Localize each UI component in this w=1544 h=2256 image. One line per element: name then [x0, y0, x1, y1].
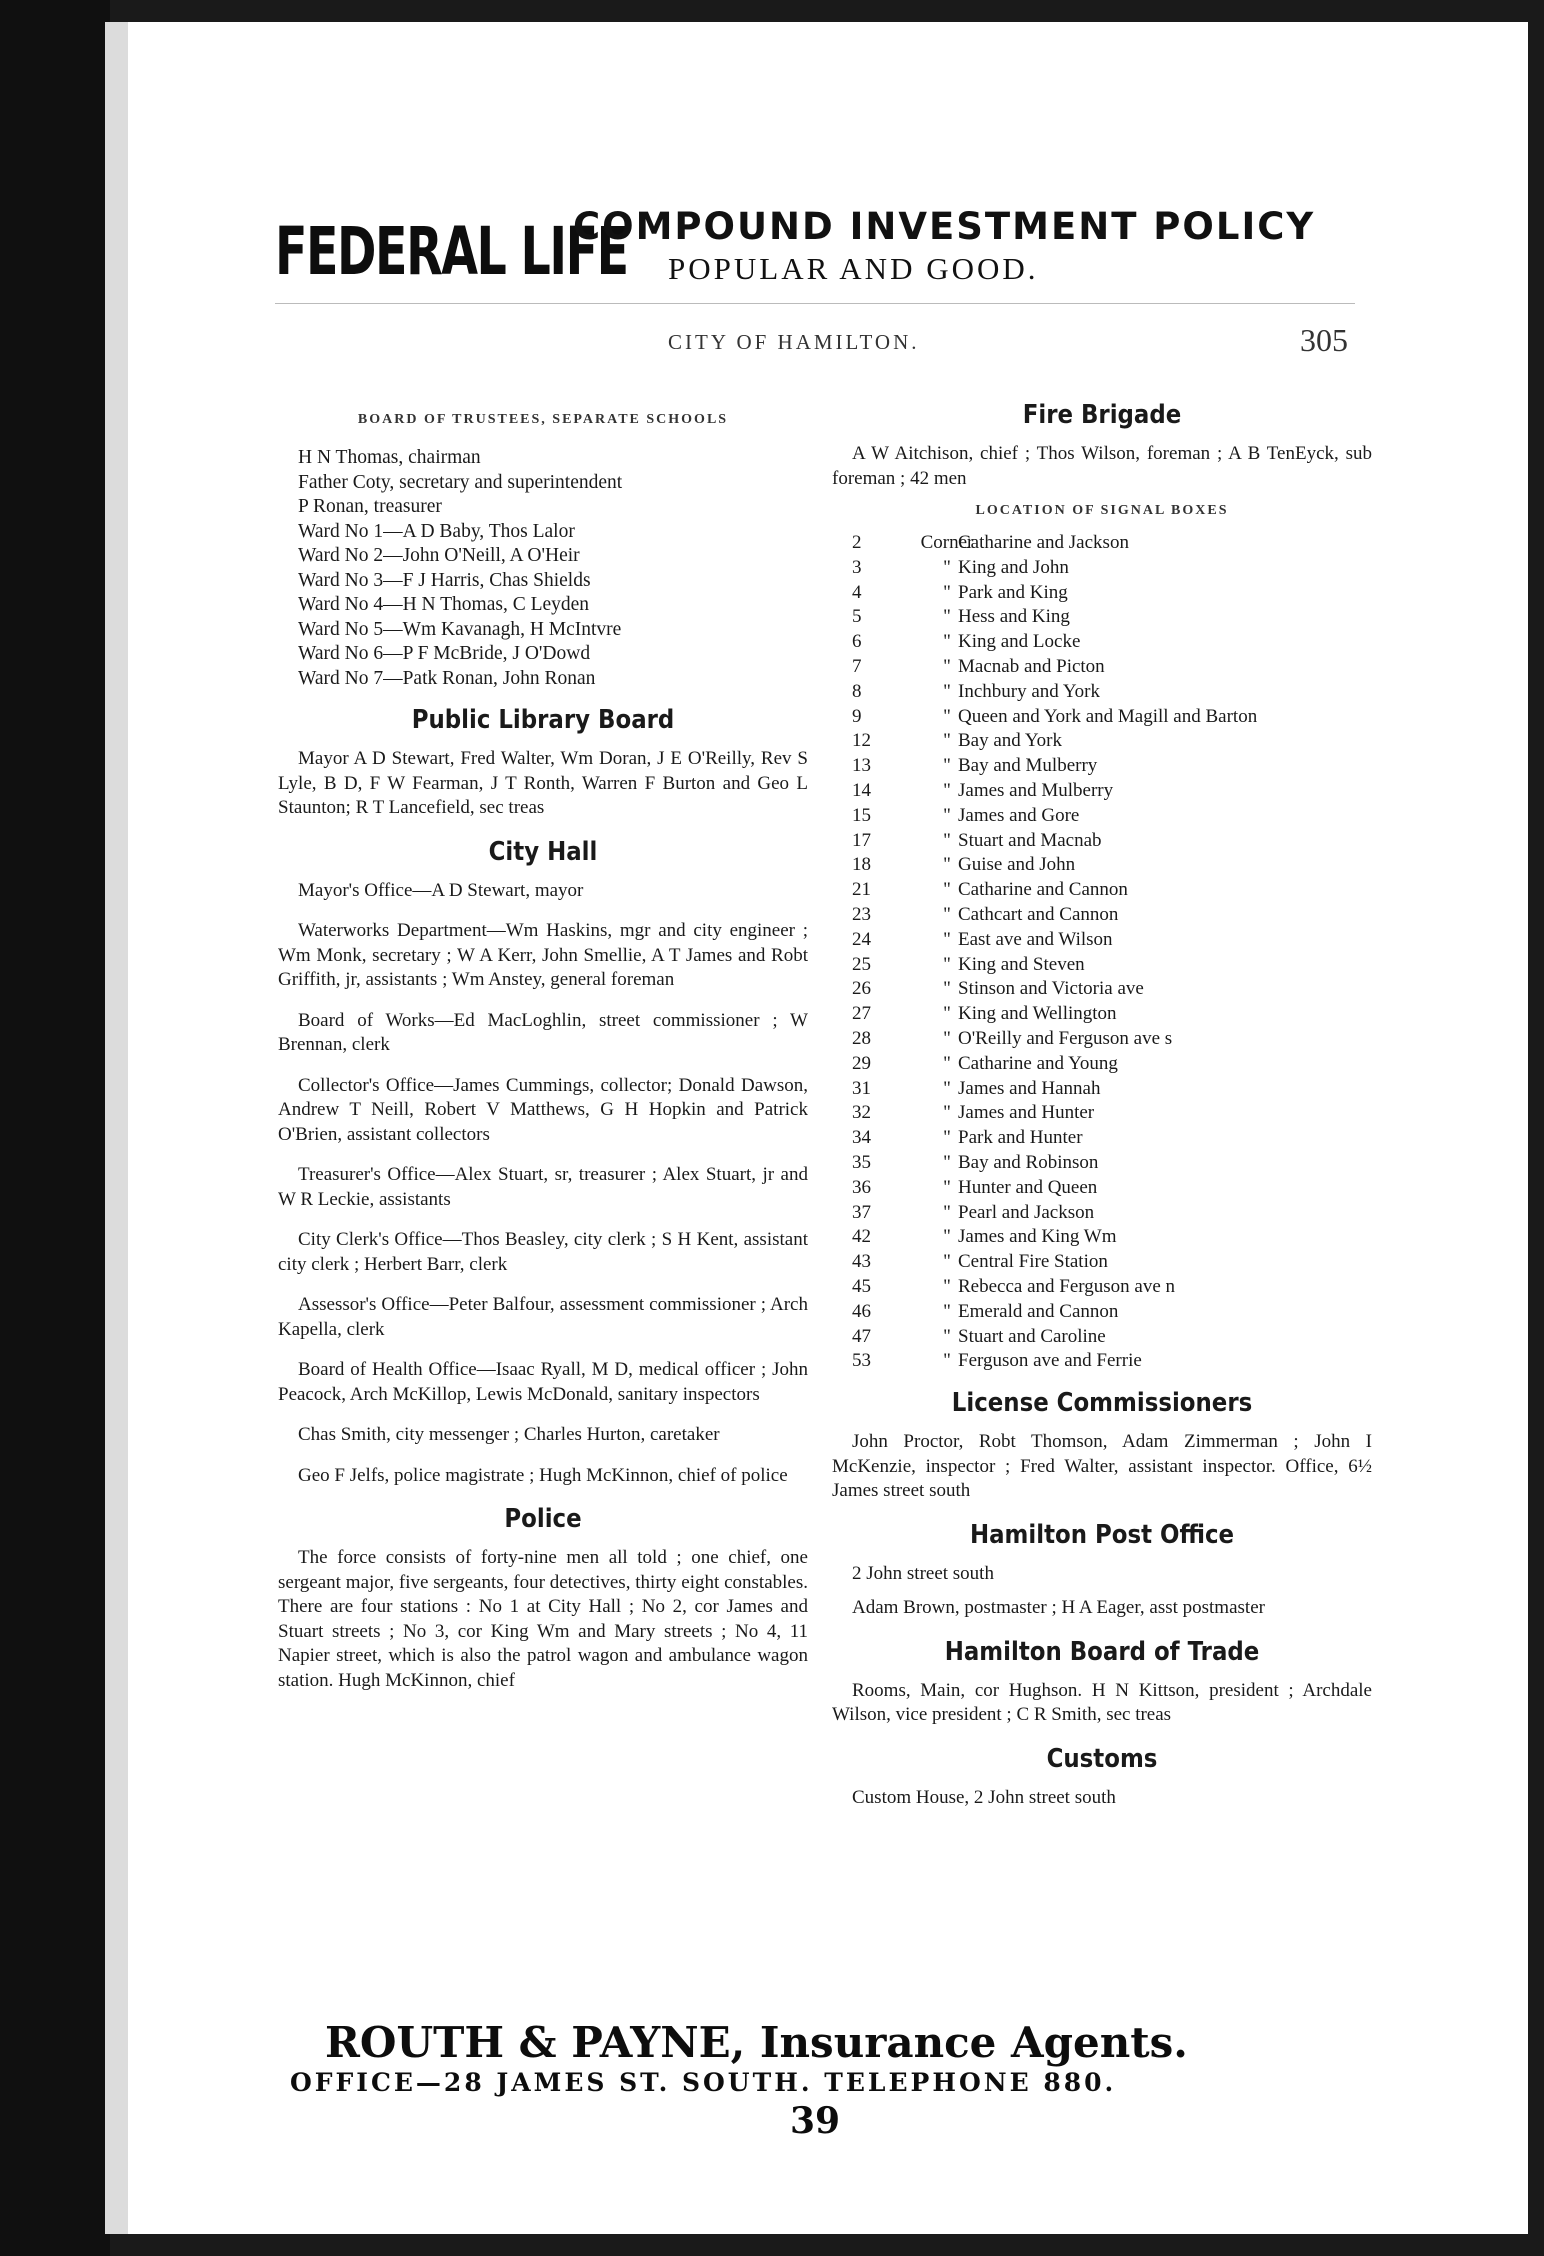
signal-box-row	[832, 1225, 1372, 1250]
signal-box-location: Catharine and Young	[958, 1052, 1118, 1074]
signal-box-number: 28	[852, 1027, 871, 1049]
signal-box-location: Guise and John	[958, 854, 1076, 876]
signal-box-row	[832, 754, 1372, 779]
library-paragraph: Mayor A D Stewart, Fred Walter, Wm Doran, J E O'Reilly, Rev S Lyle, B D, F W Fearman, J T Ronth, Warren F Burton and Geo L Staunton; R T Lancefield, sec treas	[278, 748, 808, 818]
signal-box-location: Park and Hunter	[958, 1127, 1083, 1149]
signal-box-location: Bay and Robinson	[958, 1151, 1099, 1173]
signal-box-row	[832, 1126, 1372, 1151]
trade-paragraph: Rooms, Main, cor Hughson. H N Kittson, president ; Archdale Wilson, vice president ; C R Smith, sec treas	[832, 1679, 1372, 1726]
signal-box-ditto: "	[943, 606, 951, 628]
signal-box-ditto: "	[943, 1003, 951, 1025]
signal-box-number: 14	[852, 779, 871, 801]
cityhall-entry: Board of Health Office—Isaac Ryall, M D, medical officer ; John Peacock, Arch McKillop, Lewis McDonald, sanitary inspectors	[278, 1359, 808, 1405]
header-rule	[275, 303, 1355, 304]
right-column	[832, 400, 1372, 1826]
trustee-line: Ward No 2—John O'Neill, A O'Heir	[298, 545, 580, 566]
signal-box-number: 37	[852, 1201, 871, 1223]
ad-tagline: POPULAR AND GOOD.	[668, 251, 1039, 286]
cityhall-entry: Collector's Office—James Cummings, collector; Donald Dawson, Andrew T Neill, Robert V Matthews, G H Hopkin and Patrick O'Brien, assistant collectors	[278, 1074, 808, 1145]
signal-box-number: 47	[852, 1325, 871, 1347]
signal-box-ditto: "	[943, 1127, 951, 1149]
post-address: 2 John street south	[852, 1562, 994, 1584]
signal-box-row	[832, 953, 1372, 978]
signal-box-number: 4	[852, 581, 862, 603]
signal-box-row	[832, 804, 1372, 829]
police-paragraph: The force consists of forty-nine men all told ; one chief, one sergeant major, five sergeants, four detectives, thirty eight constables. There are four stations : No 1 at City Hall ; No 2, cor James and Stuart streets ; No 3, cor King Wm and Mary streets ; No 4, 11 Napier street, which is also the patrol wagon and ambulance wagon station. Hugh McKinnon, chief	[278, 1547, 808, 1691]
trustee-line: Ward No 6—P F McBride, J O'Dowd	[298, 643, 591, 664]
trustee-line: Ward No 7—Patk Ronan, John Ronan	[298, 667, 596, 689]
cityhall-entry: Mayor's Office—A D Stewart, mayor	[298, 879, 584, 901]
signal-box-location: Inchbury and York	[958, 680, 1100, 702]
cityhall-entry: City Clerk's Office—Thos Beasley, city clerk ; S H Kent, assistant city clerk ; Herbert Barr, clerk	[278, 1229, 808, 1275]
signal-box-location: Pearl and Jackson	[958, 1201, 1095, 1223]
ad-headline: COMPOUND INVESTMENT POLICY	[573, 205, 1316, 248]
signal-box-number: 12	[852, 730, 871, 752]
signal-box-ditto: "	[943, 1176, 951, 1198]
police-heading: Police	[504, 1504, 582, 1534]
signal-box-row	[832, 1101, 1372, 1126]
signal-box-number: 34	[852, 1127, 871, 1149]
signal-box-number: 15	[852, 804, 871, 826]
signal-box-ditto: "	[943, 779, 951, 801]
page-number: 305	[1300, 322, 1348, 358]
signal-box-number: 24	[852, 928, 871, 950]
signal-box-ditto: "	[943, 556, 951, 578]
signal-box-ditto: "	[943, 631, 951, 653]
signal-box-ditto: "	[943, 655, 951, 677]
signal-box-row	[832, 829, 1372, 854]
signal-box-number: 3	[852, 556, 862, 578]
signal-box-number: 7	[852, 655, 862, 677]
cityhall-entry: Chas Smith, city messenger ; Charles Hurton, caretaker	[298, 1424, 720, 1445]
signal-box-row	[832, 928, 1372, 953]
signal-box-row	[832, 1151, 1372, 1176]
customs-paragraph: Custom House, 2 John street south	[852, 1786, 1116, 1808]
trustee-line: Ward No 4—H N Thomas, C Leyden	[298, 594, 590, 615]
signal-box-location: Hess and King	[958, 606, 1070, 628]
cityhall-list	[278, 879, 808, 1489]
signal-box-row	[832, 1201, 1372, 1226]
signal-box-ditto: "	[943, 854, 951, 876]
signal-box-number: 29	[852, 1052, 871, 1074]
signal-box-location: Stuart and Macnab	[958, 829, 1102, 851]
signal-box-ditto: "	[943, 680, 951, 702]
post-heading: Hamilton Post Office	[969, 1519, 1235, 1550]
signal-box-number: 8	[852, 680, 862, 702]
signal-box-ditto: "	[943, 978, 951, 1000]
signal-box-location: King and Steven	[958, 953, 1085, 975]
signal-box-row	[832, 705, 1372, 730]
signal-box-location: Macnab and Picton	[958, 655, 1105, 677]
trustee-line: P Ronan, treasurer	[298, 496, 442, 517]
signal-box-location: Park and King	[958, 581, 1068, 603]
signal-box-row	[832, 1027, 1372, 1052]
signal-box-row	[832, 531, 1372, 556]
signal-box-ditto: "	[943, 1300, 951, 1322]
signal-box-row	[832, 853, 1372, 878]
signal-box-location: Cathcart and Cannon	[958, 903, 1119, 925]
trustee-line: Ward No 3—F J Harris, Chas Shields	[298, 569, 591, 591]
signal-box-row	[832, 1250, 1372, 1275]
signal-box-row	[832, 605, 1372, 630]
cityhall-entry: Geo F Jelfs, police magistrate ; Hugh McKinnon, chief of police	[298, 1464, 788, 1486]
running-title: CITY OF HAMILTON.	[668, 330, 920, 354]
scan-gutter	[0, 0, 110, 2256]
signal-box-location: Bay and York	[958, 730, 1062, 752]
signal-box-location: Ferguson ave and Ferrie	[958, 1350, 1142, 1372]
signal-box-location: Catharine and Cannon	[958, 879, 1128, 901]
cityhall-entry: Assessor's Office—Peter Balfour, assessment commissioner ; Arch Kapella, clerk	[278, 1294, 808, 1340]
signal-box-ditto: "	[943, 804, 951, 826]
trade-heading: Hamilton Board of Trade	[944, 1636, 1260, 1667]
cityhall-heading: City Hall	[488, 836, 598, 867]
signal-box-row	[832, 779, 1372, 804]
signal-box-number: 6	[852, 631, 862, 653]
signal-box-ditto: "	[943, 879, 951, 901]
signal-box-ditto: "	[943, 1052, 951, 1074]
cityhall-entry: Board of Works—Ed MacLoghlin, street commissioner ; W Brennan, clerk	[278, 1009, 808, 1055]
signal-box-ditto: "	[943, 829, 951, 851]
signal-box-row	[832, 556, 1372, 581]
signal-box-number: 46	[852, 1300, 871, 1322]
signal-box-location: Hunter and Queen	[958, 1176, 1098, 1198]
signal-box-ditto: "	[943, 1201, 951, 1223]
signal-box-ditto: "	[943, 1027, 951, 1049]
header-advertisement	[275, 205, 1355, 295]
signal-box-number: 45	[852, 1275, 871, 1297]
signal-box-row	[832, 1052, 1372, 1077]
signal-box-number: 5	[852, 606, 862, 628]
signal-box-number: 9	[852, 705, 862, 727]
signal-box-number: 25	[852, 953, 871, 975]
footer-ad-title: ROUTH & PAYNE, Insurance Agents.	[325, 2018, 1188, 2067]
signal-box-location: Stinson and Victoria ave	[958, 978, 1144, 1000]
trustee-line: Ward No 5—Wm Kavanagh, H McIntvre	[298, 618, 622, 640]
license-paragraph: John Proctor, Robt Thomson, Adam Zimmerman ; John I McKenzie, inspector ; Fred Walter, assistant inspector. Office, 6½ James street south	[832, 1431, 1372, 1502]
signal-box-ditto: "	[943, 730, 951, 752]
signal-box-ditto: "	[943, 903, 951, 925]
trustees-heading: BOARD OF TRUSTEES, SEPARATE SCHOOLS	[357, 412, 729, 427]
signal-box-location: Central Fire Station	[958, 1251, 1108, 1273]
brand-logo-text: FEDERAL LIFE	[275, 213, 628, 290]
signal-box-row	[832, 878, 1372, 903]
signal-box-location: Stuart and Caroline	[958, 1325, 1106, 1347]
signal-box-number: 27	[852, 1003, 871, 1025]
signal-box-row	[832, 1349, 1372, 1374]
signal-box-number: 53	[852, 1350, 871, 1372]
footer-ad-address: OFFICE—28 JAMES ST. SOUTH. TELEPHONE 880.	[290, 2068, 1117, 2097]
trustees-list	[278, 446, 808, 691]
signal-box-row	[832, 1300, 1372, 1325]
signal-box-number: 42	[852, 1226, 871, 1248]
signal-box-number: 17	[852, 829, 871, 851]
signal-box-ditto: "	[943, 705, 951, 727]
signal-box-location: King and John	[958, 556, 1069, 578]
signal-box-list	[832, 531, 1372, 1374]
post-paragraph: Adam Brown, postmaster ; H A Eager, asst postmaster	[852, 1597, 1265, 1619]
signal-box-ditto: "	[943, 953, 951, 975]
signal-box-ditto: "	[943, 1325, 951, 1347]
trustee-line: H N Thomas, chairman	[298, 447, 481, 468]
signal-box-number: 31	[852, 1077, 871, 1099]
fire-paragraph: A W Aitchison, chief ; Thos Wilson, foreman ; A B TenEyck, sub foreman ; 42 men	[832, 443, 1372, 489]
signal-box-location: James and King Wm	[958, 1226, 1117, 1248]
signal-box-row	[832, 680, 1372, 705]
cityhall-entry: Waterworks Department—Wm Haskins, mgr and city engineer ; Wm Monk, secretary ; W A Kerr, John Smellie, A T James and Robt Griffith, jr, assistants ; Wm Anstey, general foreman	[278, 920, 808, 990]
trustee-line: Father Coty, secretary and superintendent	[298, 471, 623, 493]
signal-box-row	[832, 1002, 1372, 1027]
signal-box-location: Emerald and Cannon	[958, 1300, 1119, 1322]
signal-box-ditto: "	[943, 1077, 951, 1099]
signal-box-location: Queen and York and Magill and Barton	[958, 705, 1258, 727]
signal-box-ditto: "	[943, 928, 951, 950]
signal-box-location: James and Mulberry	[958, 779, 1114, 801]
signal-box-ditto: "	[943, 1275, 951, 1297]
signal-box-location: King and Wellington	[958, 1003, 1117, 1025]
signal-box-row	[832, 977, 1372, 1002]
library-heading: Public Library Board	[411, 705, 675, 735]
signal-box-row	[832, 581, 1372, 606]
signal-box-ditto: "	[943, 1102, 951, 1124]
signal-box-location: King and Locke	[958, 631, 1081, 653]
signal-box-row	[832, 729, 1372, 754]
signal-box-row	[832, 903, 1372, 928]
signal-box-location: James and Hannah	[958, 1077, 1101, 1099]
signal-box-row	[832, 1176, 1372, 1201]
signal-box-number: 23	[852, 903, 871, 925]
signal-box-number: 26	[852, 978, 871, 1000]
signal-box-location: O'Reilly and Ferguson ave s	[958, 1027, 1173, 1049]
fire-heading: Fire Brigade	[1022, 400, 1182, 430]
signal-box-number: 18	[852, 854, 871, 876]
cityhall-entry: Treasurer's Office—Alex Stuart, sr, treasurer ; Alex Stuart, jr and W R Leckie, assistants	[278, 1164, 808, 1210]
signal-box-number: 13	[852, 755, 871, 777]
signal-box-ditto: "	[943, 755, 951, 777]
signal-box-row	[832, 1077, 1372, 1102]
signal-box-number: 32	[852, 1102, 871, 1124]
signal-box-location: James and Gore	[958, 804, 1080, 826]
signal-box-row	[832, 655, 1372, 680]
signal-box-ditto: "	[943, 581, 951, 603]
signal-box-location: Bay and Mulberry	[958, 755, 1098, 777]
license-heading: License Commissioners	[951, 1388, 1253, 1419]
signal-box-ditto: "	[943, 1350, 951, 1372]
signal-box-location: Catharine and Jackson	[958, 532, 1129, 553]
signal-box-ditto: "	[943, 1251, 951, 1273]
signal-box-number: 35	[852, 1151, 871, 1173]
customs-heading: Customs	[1046, 1743, 1158, 1774]
signal-box-number: 36	[852, 1176, 871, 1198]
signal-box-number: 21	[852, 879, 871, 901]
signal-box-location: James and Hunter	[958, 1102, 1095, 1124]
signal-box-ditto: "	[943, 1151, 951, 1173]
signal-box-location: Rebecca and Ferguson ave n	[958, 1275, 1176, 1297]
signal-box-number: 43	[852, 1251, 871, 1273]
signal-box-row	[832, 630, 1372, 655]
folio-number: 39	[790, 2100, 841, 2142]
signal-box-row	[832, 1275, 1372, 1300]
signal-box-number: 2	[852, 532, 862, 553]
left-column	[278, 412, 808, 1709]
trustee-line: Ward No 1—A D Baby, Thos Lalor	[298, 520, 575, 542]
signal-box-ditto: Corner	[920, 532, 974, 553]
signal-heading: LOCATION OF SIGNAL BOXES	[975, 503, 1229, 518]
signal-box-location: East ave and Wilson	[958, 928, 1113, 950]
signal-box-ditto: "	[943, 1226, 951, 1248]
signal-box-row	[832, 1325, 1372, 1350]
